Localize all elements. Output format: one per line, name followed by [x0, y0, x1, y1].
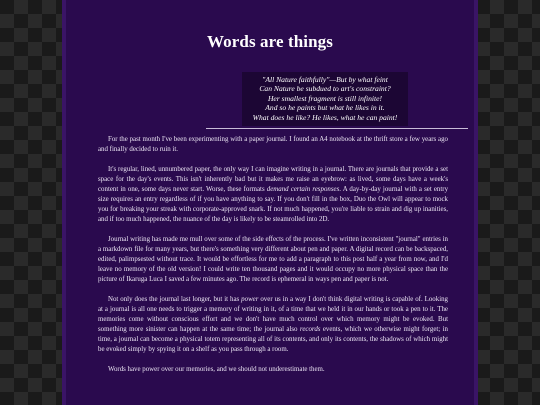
- paragraph-text: Journal writing has made me mull over some of the side effects of the process. I've written inconsistent "journal" entries in a markdown file for many years, but there's something very different about pen and paper. A digital record can be backspaced, edited, palimpsested without trace. It would be effortless for me to add a paragraph to this post half a year from now, and I'd leave no memory of the old version! I could write ten thousand pages and it would occupy no more physical space than the picture of Ikaruga Luca I saved a few minutes ago. The record is ephemeral in ways pen and paper is not.: [98, 236, 448, 283]
- poem-line: "All Nature faithfully"—But by what feint: [262, 74, 388, 84]
- paragraph-text: For the past month I've been experimenting with a paper journal. I found an A4 notebook at the thrift store a few years ago and finally decided to ruin it.: [98, 136, 448, 153]
- paragraph: [98, 365, 448, 375]
- poem-line: Her smallest fragment is still infinite!: [267, 93, 383, 103]
- poem-line: Can Nature be subdued to art's constraint?: [259, 84, 391, 94]
- emphasis-text: power: [241, 296, 259, 303]
- divider: [206, 128, 468, 129]
- emphasis-text: demand certain responses: [266, 186, 340, 193]
- paragraph: [98, 295, 448, 355]
- paragraph-text: events, which we otherwise might forget; in time, a journal can become a physical totem representing all of its contents, and only its contents, the shadows of which might be evoked simply by spying it on a shelf as you pass through a room.: [98, 326, 448, 353]
- page-title: Words are things: [207, 32, 333, 51]
- emphasis-text: records: [299, 326, 321, 333]
- paragraph: [98, 135, 448, 155]
- paragraph: [98, 165, 448, 225]
- poem-line: And so he paints but what he likes in it.: [265, 103, 385, 113]
- poem-line: What does he like? He likes, what he can paint!: [252, 112, 398, 122]
- paragraph-text: It's regular, lined, unnumbered paper, the only way I can imagine writing in a journal. There are journals that provide a set space for the day's events. This isn't inherently bad but it makes me raise an eyebrow: as lived, some days have a week's content in one, some days never start. Worse, these formats: [98, 166, 448, 193]
- paragraph-text: over us in a way I don't think digital writing is capable of. Looking at a journal is all one needs to trigger a memory of writing in it, of a time that we held it in our hands or took a pen to it. The memories come without conscious effort and we don't have much control over which memory might be evoked. But something more sinister can happen at the same time; the journal also: [98, 296, 448, 333]
- paragraph-text: Words have power over our memories, and we should not underestimate them.: [108, 366, 325, 373]
- paragraph-text: . A day-by-day journal with a set entry size requires an entry regardless of if you have anything to say. If you don't fill in the box, Duo the Owl will appear to mock you for breaking your streak with corporate-approved snark. If not much happened, you're liable to strain and dig up inanities, and if too much happened, the nuance of the day is likely to be steamrolled into 2D.: [98, 186, 449, 223]
- paragraph: [98, 235, 448, 285]
- paragraph-text: Not only does the journal last longer, but it has: [108, 296, 242, 303]
- article-page: [62, 0, 478, 405]
- poem-quote: [242, 72, 408, 126]
- article-body: [98, 135, 448, 385]
